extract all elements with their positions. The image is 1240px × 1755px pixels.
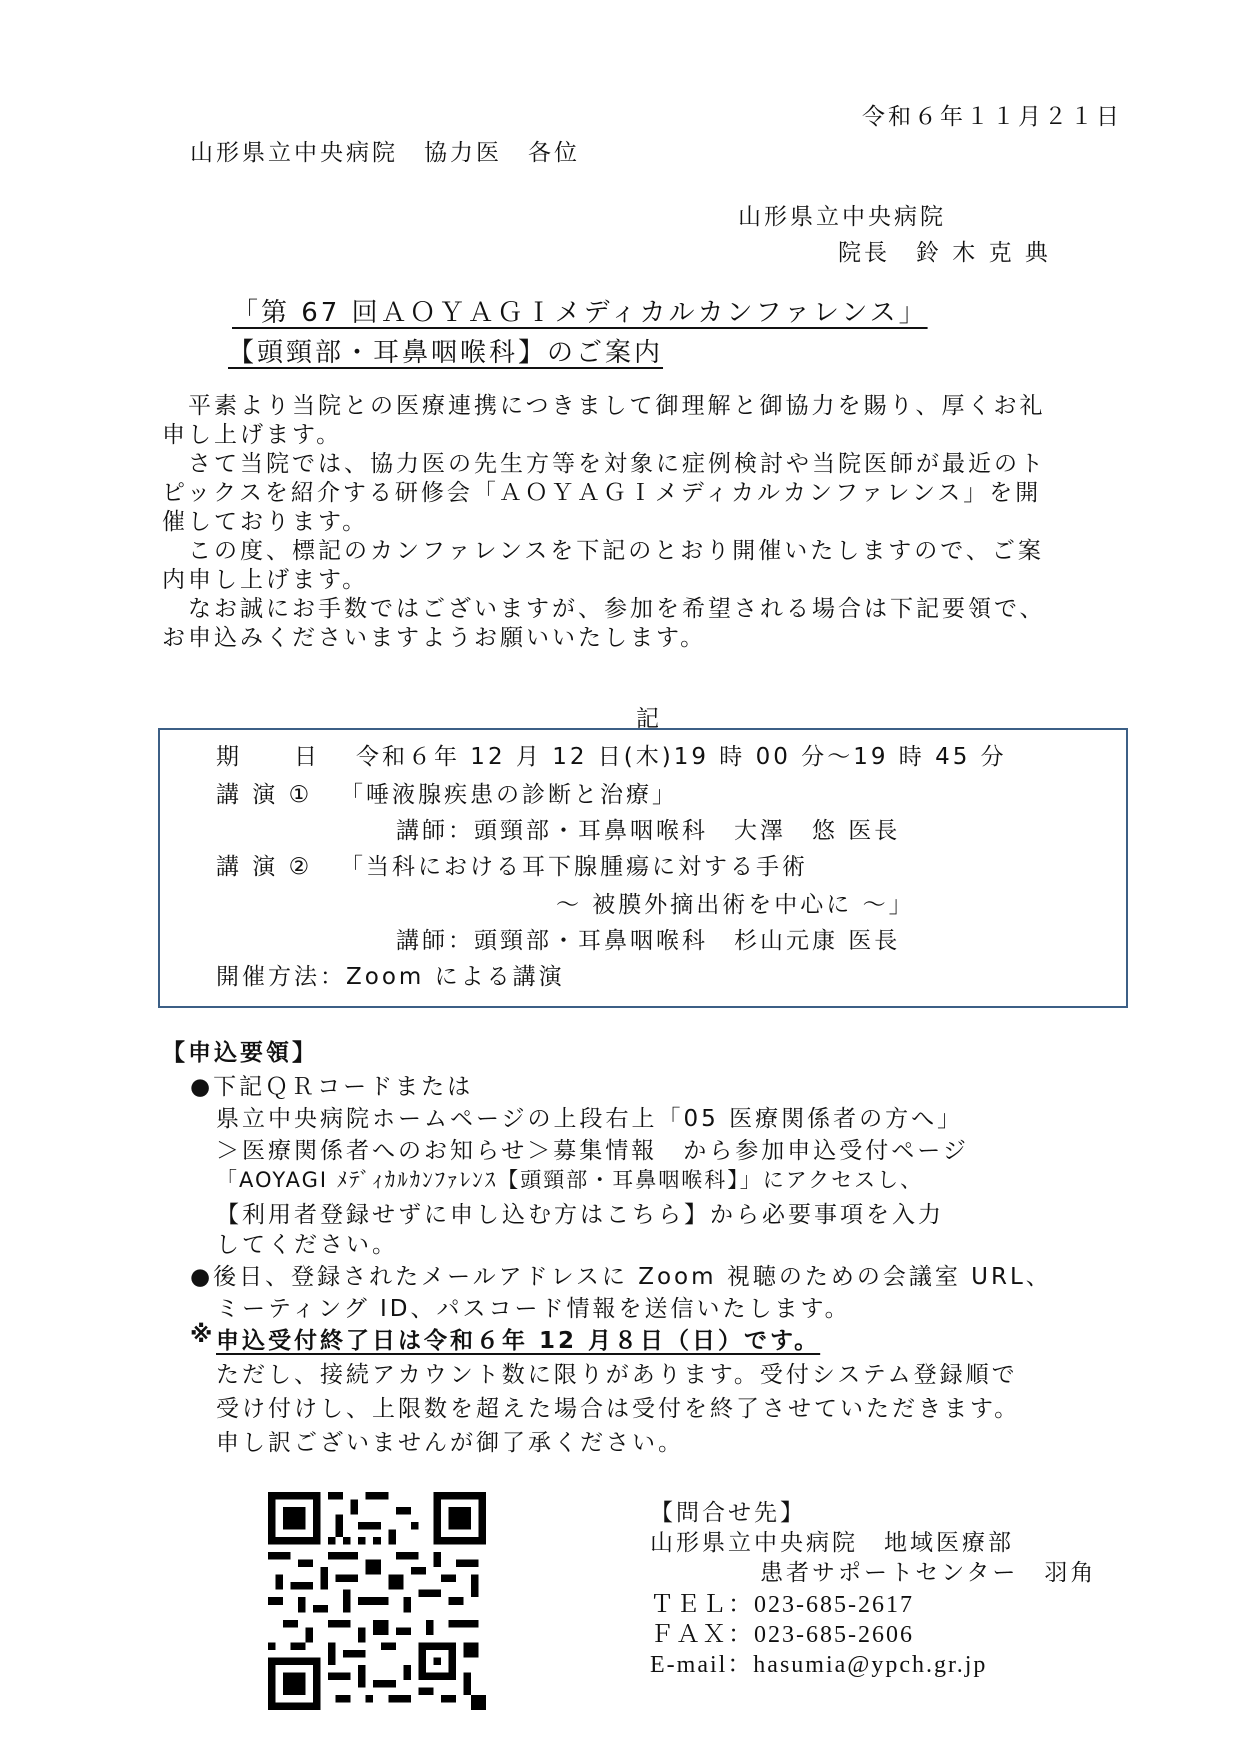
app-bullet2-line1: ●後日、登録されたメールアドレスに Zoom 視聴のための会議室 URL、 [190,1264,1052,1290]
contact-heading: 【問合せ先】 [650,1500,806,1526]
note-mark: ※ [190,1322,216,1348]
body-line: ピックスを紹介する研修会「ＡＯＹＡＧＩメディカルカンファレンス」を開 [162,480,1042,506]
body-line: この度、標記のカンファレンスを下記のとおり開催いたしますので、ご案 [162,538,1044,564]
ki-heading: 記 [636,706,662,732]
note-line1: ただし、接続アカウント数に限りがあります。受付システム登録順で [216,1362,1018,1388]
lecture1-speaker: 講師：頭頸部・耳鼻咽喉科 大澤 悠 医長 [396,818,901,844]
lecture1-label: 講 演 ① [216,782,313,808]
body-line: 平素より当院との医療連携につきまして御理解と御協力を賜り、厚くお礼 [162,393,1046,419]
contact-fax[interactable]: ＦＡＸ：023-685-2606 [650,1622,914,1648]
sender-org: 山形県立中央病院 [738,204,946,230]
qr-code-icon[interactable] [268,1492,486,1710]
app-bullet1-line5: 【利用者登録せずに申し込む方はこちら】から必要事項を入力 [216,1202,944,1228]
note-line3: 申し訳ございませんが御了承ください。 [216,1430,684,1456]
body-line: なお誠にお手数ではございますが、参加を希望される場合は下記要領で、 [162,596,1046,622]
lecture2-title: 「当科における耳下腺腫瘍に対する手術 [340,854,808,880]
app-bullet1-line2: 県立中央病院ホームページの上段右上「05 医療関係者の方へ」 [216,1106,964,1132]
lecture1-title: 「唾液腺疾患の診断と治療」 [340,782,678,808]
recipient: 山形県立中央病院 協力医 各位 [190,140,580,166]
app-bullet1-line1: ●下記ＱＲコードまたは [190,1074,474,1100]
date-value: 令和６年 12 月 12 日(木)19 時 00 分～19 時 45 分 [356,744,1007,770]
body-line: さて当院では、協力医の先生方等を対象に症例検討や当院医師が最近のト [162,451,1046,477]
lecture2-label: 講 演 ② [216,854,313,880]
title-line-1: 「第 67 回ＡＯＹＡＧＩメディカルカンファレンス」 [232,298,928,328]
deadline-note: 申込受付終了日は令和６年 12 月８日（日）です。 [216,1328,821,1354]
note-line2: 受け付けし、上限数を超えた場合は受付を終了させていただきます。 [216,1396,1021,1422]
app-bullet2-line2: ミーティング ID、パスコード情報を送信いたします。 [216,1296,851,1322]
method: 開催方法：Zoom による講演 [216,964,565,990]
app-bullet1-line3: ＞医療関係者へのお知らせ＞募集情報 から参加申込受付ページ [216,1138,969,1164]
contact-tel[interactable]: ＴＥＬ：023-685-2617 [650,1592,914,1618]
sender-name: 院長 鈴 木 克 典 [838,240,1051,266]
document-date: 令和６年１１月２１日 [862,104,1122,130]
body-line: 内申し上げます。 [162,567,369,593]
contact-dept: 患者サポートセンター 羽角 [760,1560,1097,1586]
body-line: お申込みくださいますようお願いいたします。 [162,625,707,651]
app-bullet1-line6: してください。 [216,1232,398,1258]
lecture2-speaker: 講師：頭頸部・耳鼻咽喉科 杉山元康 医長 [396,928,901,954]
body-line: 催しております。 [162,509,369,535]
title-line-2: 【頭頸部・耳鼻咽喉科】のご案内 [228,338,664,368]
app-bullet1-line4: 「AOYAGI ﾒﾃﾞｨｶﾙｶﾝﾌｧﾚﾝｽ【頭頸部・耳鼻咽喉科】」にアクセスし、 [216,1168,924,1192]
lecture2-subtitle: ～ 被膜外摘出術を中心に ～」 [556,892,915,918]
contact-org: 山形県立中央病院 地域医療部 [650,1530,1014,1556]
application-heading: 【申込要領】 [162,1040,318,1066]
date-label: 期 日 [216,744,320,770]
body-text [162,392,1046,653]
contact-email-link[interactable]: E-mail：hasumia@ypch.gr.jp [650,1652,988,1678]
body-line: 申し上げます。 [162,422,343,448]
